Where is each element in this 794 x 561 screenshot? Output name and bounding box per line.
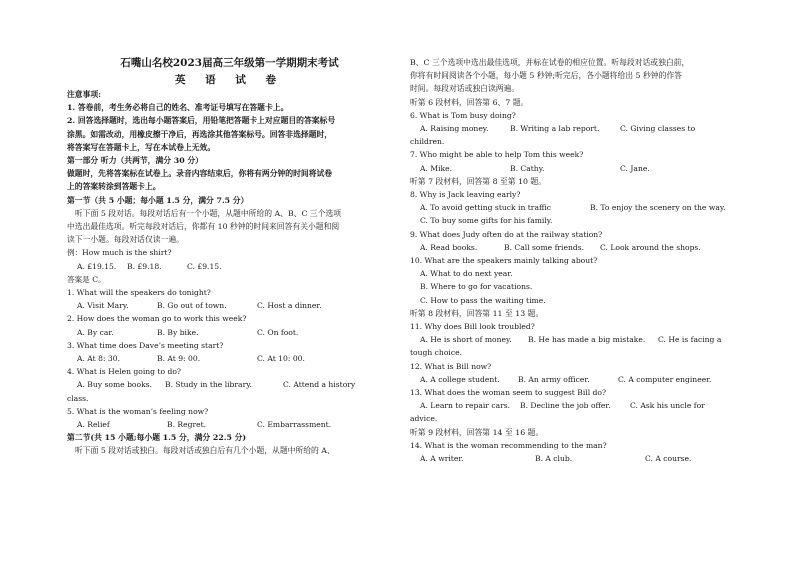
question-11: 11. Why does Bill look troubled? [410,322,535,332]
q3-option-c: C. At 10: 00. [257,354,305,364]
q10-option-a: A. What to do next year. [420,269,513,279]
q9-option-a: A. Read books. [420,242,478,252]
material-9-label: 听第 9 段材料，回答第 14 至 16 题。 [410,427,544,437]
question-8-options-ab [410,201,740,214]
question-10: 10. What are the speakers mainly talking about? [410,256,598,266]
q5-option-c: C. Embarrassment. [257,420,332,430]
example-option-a: A. £19.15. [77,261,117,271]
note-1: 1. 答卷前，考生务必将自己的姓名、准考证号填写在答题卡上。 [67,103,289,113]
q4-option-b: B. Study in the library. [165,380,252,390]
material-7-label: 听第 7 段材料，回答第 8 至第 10 题。 [410,176,547,186]
section2-intro-c: 你将有时间阅读各个小题，每小题 5 秒钟;听完后，各小题将给出 5 秒钟的作答 [410,71,682,81]
note-2b: 涂黑。如需改动，用橡皮擦干净后，再选涂其他答案标号。回答非选择题时， [67,129,333,139]
part1-heading: 第一部分 听力（共两节，满分 30 分） [67,156,203,166]
left-column [67,88,392,458]
question-9-options [410,241,740,254]
example-question: 例：How much is the shirt? [67,248,172,258]
q5-option-b: B. Regret. [167,420,207,430]
section2-intro-a: 听下面 5 段对话或独白。每段对话或独白后有几个小题，从题中所给的 A、 [75,446,335,456]
q10-option-b: B. Where to go for vacations. [420,282,533,292]
material-6-label: 听第 6 段材料，回答第 6、7 题。 [410,97,529,107]
q13-option-a: A. Learn to repair cars. [420,401,511,411]
question-7: 7. Who might be able to help Tom this week? [410,150,584,160]
question-1-options [67,299,392,312]
question-4: 4. What is Helen going to do? [67,367,181,377]
question-3: 3. What time does Dave’s meeting start? [67,340,224,350]
q8-option-b: B. To enjoy the scenery on the way. [590,203,726,213]
q14-option-b: B. A club. [535,454,573,464]
q6-option-a: A. Raising money. [420,124,489,134]
question-6-options [410,122,740,135]
question-13-options [410,399,740,412]
question-14-options [410,452,740,465]
q14-option-c: C. A course. [645,454,692,464]
q2-option-c: C. On foot. [257,327,299,337]
question-5-options [67,418,392,431]
q7-option-c: C. Jane. [620,163,650,173]
example-option-c: C. £9.15. [187,261,222,271]
part1-intro-a: 做题时，先将答案标在试卷上。录音内容结束后，你将有两分钟的时间将试卷 [67,169,333,179]
question-8-option-c-row [410,214,740,227]
q9-option-b: B. Call some friends. [504,242,585,252]
question-2: 2. How does the woman go to work this week? [67,314,247,324]
question-12: 12. What is Bill now? [410,361,492,371]
section1-heading: 第一节（共 5 小题；每小题 1.5 分，满分 7.5 分） [67,195,249,205]
q6-option-c: C. Giving classes to [620,124,696,134]
note-2c: 将答案写在答题卡上，写在本试卷上无效。 [67,142,216,152]
q12-option-a: A. A college student. [420,374,500,384]
q12-option-b: B. An army officer. [518,374,590,384]
question-4-continued: class. [67,393,89,403]
q6-option-b: B. Writing a lab report. [510,124,600,134]
question-14: 14. What is the woman recommending to the man? [410,440,607,450]
section1-intro-c: 读下一小题。每段对话仅读一遍。 [67,235,184,245]
q11-option-c: C. He is facing a [658,335,722,345]
exam-title: 石嘴山名校2023届高三年级第一学期期末考试 [120,57,339,69]
right-column [410,56,740,465]
q13-option-c: C. Ask his uncle for [630,401,705,411]
example-options [67,260,392,273]
question-1: 1. What will the speakers do tonight? [67,288,211,298]
q7-option-a: A. Mike. [420,163,453,173]
notes-heading: 注意事项: [67,90,102,99]
example-option-b: B. £9.18. [127,261,162,271]
question-10-option-b-row [410,280,740,293]
question-8: 8. Why is Jack leaving early? [410,190,521,200]
q13-option-b: B. Decline the job offer. [520,401,611,411]
q7-option-b: B. Cathy. [510,163,545,173]
question-13-continued: advice. [410,414,438,424]
question-13: 13. What does the woman seem to suggest Bill do? [410,388,607,398]
exam-subtitle: 英 语 试 卷 [175,74,284,86]
q8-option-c: C. To buy some gifts for his family. [420,216,553,226]
q1-option-b: B. Go out of town. [157,301,227,311]
note-2a: 2. 回答选择题时，选出每小题答案后，用铅笔把答题卡上对应题目的答案标号 [67,116,336,126]
q3-option-b: B. At 9: 00. [157,354,201,364]
question-10-option-c-row [410,294,740,307]
question-5: 5. What is the woman’s feeling now? [67,406,209,416]
q12-option-c: C. A computer engineer. [618,374,712,384]
q11-option-b: B. He has made a big mistake. [528,335,646,345]
question-6: 6. What is Tom busy doing? [410,110,516,120]
example-answer: 答案是 C。 [67,274,106,284]
q8-option-a: A. To avoid getting stuck in traffic [420,203,552,213]
q2-option-a: A. By car. [77,327,114,337]
q10-option-c: C. How to pass the waiting time. [420,295,546,305]
section2-intro-b: B、C 三个选项中选出最佳选项，并标在试卷的相应位置。听每段对话或独白前， [410,58,690,67]
question-4-options [67,378,392,391]
section1-intro-b: 中选出最佳选项。听完每段对话后，你都有 10 秒钟的时间来回答有关小题和阅 [67,222,340,232]
section2-heading: 第二节(共 15 小题;每小题 1.5 分，满分 22.5 分) [67,433,247,443]
material-8-label: 听第 8 段材料，回答第 11 至 13 题。 [410,308,544,318]
q14-option-a: A. A writer. [420,454,464,464]
q4-option-c: C. Attend a history [283,380,356,390]
q4-option-a: A. Buy some books. [77,380,152,390]
section2-intro-d: 时间。每段对话或独白读两遍。 [410,84,520,94]
q1-option-a: A. Visit Mary. [77,301,129,311]
question-2-options [67,326,392,339]
question-11-options [410,333,740,346]
part1-intro-b: 上的答案转涂到答题卡上。 [67,182,161,192]
q2-option-b: B. By bike. [157,327,199,337]
question-6-continued: children. [410,137,445,147]
question-7-options [410,162,740,175]
section1-intro-a: 听下面 5 段对话。每段对话后有一个小题，从题中所给的 A、B、C 三个选项 [75,208,342,218]
q11-option-a: A. He is short of money. [420,335,512,345]
q5-option-a: A. Relief [77,420,110,430]
q3-option-a: A. At 8: 30. [77,354,121,364]
question-9: 9. What does Judy often do at the railway station? [410,229,603,239]
question-11-continued: tough choice. [410,348,462,358]
q1-option-c: C. Host a dinner. [257,301,322,311]
q9-option-c: C. Look around the shops. [600,242,701,252]
question-12-options [410,373,740,386]
question-3-options [67,352,392,365]
question-10-option-a-row [410,267,740,280]
